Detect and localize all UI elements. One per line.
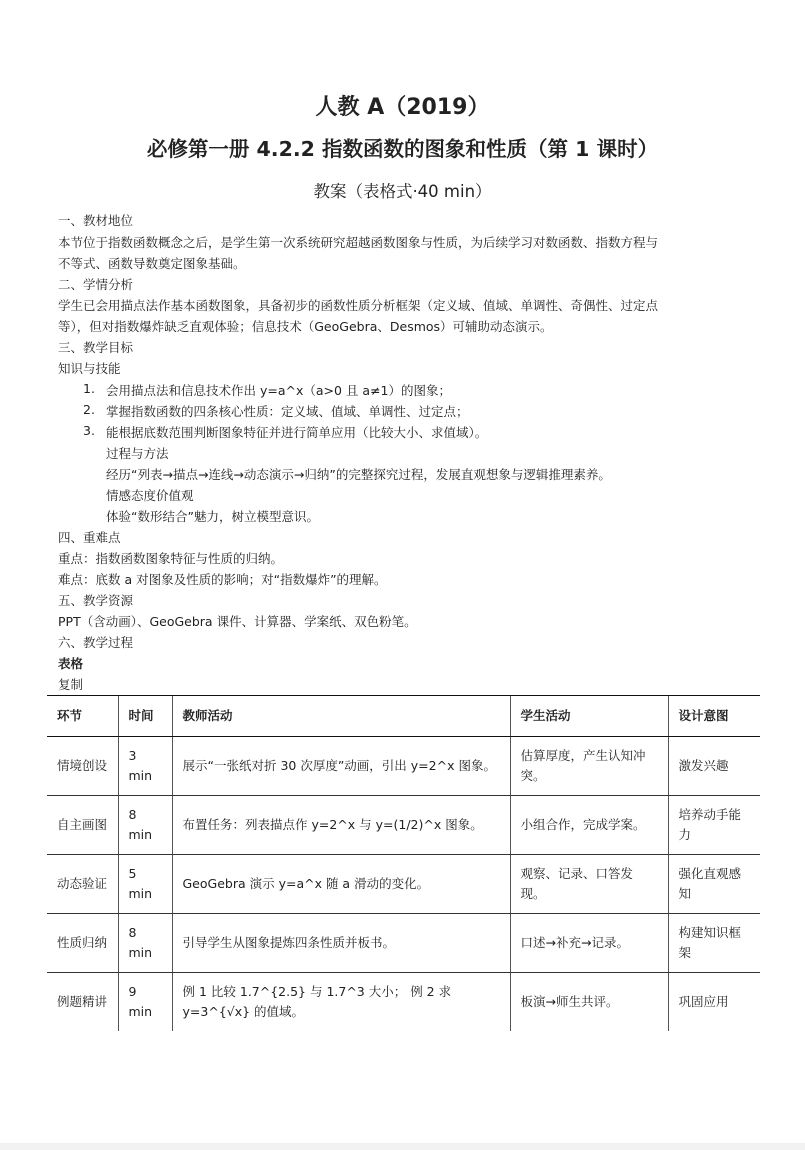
page-bottom-band: [0, 1143, 805, 1150]
cell-design-intent: 激发兴趣: [668, 737, 760, 796]
cell-time: 5 min: [118, 855, 172, 914]
cell-stage: 例题精讲: [57, 994, 108, 1009]
section-heading-teaching-goals: 三、教学目标: [58, 340, 134, 355]
section-text: PPT（含动画）、GeoGebra 课件、计算器、学案纸、双色粉笔。: [58, 614, 417, 629]
column-header-time: 时间: [118, 696, 172, 737]
cell-design-intent: 强化直观感知: [668, 855, 760, 914]
cell-design-intent: 培养动手能力: [668, 796, 760, 855]
document-title: 人教 A（2019）: [315, 95, 490, 120]
lesson-title: 必修第一册 4.2.2 指数函数的图象和性质（第 1 课时）: [146, 137, 659, 161]
cell-student-activity: 口述→补充→记录。: [510, 914, 668, 973]
cell-teacher-activity: GeoGebra 演示 y=a^x 随 a 滑动的变化。: [172, 855, 510, 914]
lesson-subtitle: 教案（表格式·40 min）: [313, 182, 492, 201]
section-text: 重点：指数函数图象特征与性质的归纳。: [58, 551, 284, 566]
list-item: 会用描点法和信息技术作出 y=a^x（a>0 且 a≠1）的图象；: [106, 383, 451, 398]
table-row: [47, 737, 760, 796]
section-heading-textbook-position: 一、教材地位: [58, 213, 134, 228]
section-text: 经历“列表→描点→连线→动态演示→归纳”的完整探究过程，发展直观想象与逻辑推理素养。: [106, 467, 611, 482]
table-row: [47, 855, 760, 914]
list-item-number: 3.: [83, 423, 95, 438]
section-text: 体验“数形结合”魅力，树立模型意识。: [106, 509, 319, 524]
section-text: 难点：底数 a 对图象及性质的影响；对“指数爆炸”的理解。: [58, 572, 387, 587]
cell-stage: 自主画图: [47, 796, 118, 855]
cell-student-activity: 观察、记录、口答发现。: [510, 855, 668, 914]
copy-button[interactable]: 复制: [58, 677, 84, 692]
cell-stage: 性质归纳: [47, 914, 118, 973]
table-row: [47, 914, 760, 973]
list-item-number: 1.: [83, 381, 95, 396]
cell-design-intent: 构建知识框架: [668, 914, 760, 973]
cell-teacher-activity: 布置任务：列表描点作 y=2^x 与 y=(1/2)^x 图象。: [172, 796, 510, 855]
column-header-design-intent: 设计意图: [668, 696, 760, 737]
cell-time: 9 min: [118, 973, 172, 1032]
list-item: 掌握指数函数的四条核心性质：定义域、值域、单调性、过定点；: [106, 404, 469, 419]
cell-stage: 情境创设: [47, 737, 118, 796]
table-row: [47, 796, 760, 855]
table-row: [47, 973, 760, 1032]
section-heading-teaching-process: 六、教学过程: [58, 635, 134, 650]
lesson-plan-table: [47, 695, 760, 1031]
subsection-heading-process-method: 过程与方法: [106, 446, 169, 461]
section-heading-key-difficult: 四、重难点: [58, 530, 121, 545]
column-header-student-activity: 学生活动: [510, 696, 668, 737]
section-heading-student-analysis: 二、学情分析: [58, 277, 134, 292]
section-text: 学生已会用描点法作基本函数图象，具备初步的函数性质分析框架（定义域、值域、单调性、奇偶性、过定点: [58, 298, 659, 313]
subsection-heading-knowledge-skills: 知识与技能: [58, 361, 121, 376]
section-heading-resources: 五、教学资源: [58, 593, 134, 608]
table-label: 表格: [58, 656, 84, 671]
column-header-stage: 环节: [47, 696, 118, 737]
list-item: 能根据底数范围判断图象特征并进行简单应用（比较大小、求值域）。: [106, 425, 488, 440]
cell-stage: 动态验证: [47, 855, 118, 914]
cell-student-activity: 板演→师生共评。: [510, 973, 668, 1032]
section-text: 等），但对指数爆炸缺乏直观体验；信息技术（GeoGebra、Desmos）可辅助动态演示。: [58, 319, 553, 334]
cell-student-activity: 估算厚度，产生认知冲突。: [510, 737, 668, 796]
cell-teacher-activity: 展示“一张纸对折 30 次厚度”动画，引出 y=2^x 图象。: [172, 737, 510, 796]
cell-time: 3 min: [118, 737, 172, 796]
section-text: 不等式、函数导数奠定图象基础。: [58, 256, 246, 271]
subsection-heading-emotion-values: 情感态度价值观: [106, 488, 194, 503]
cell-teacher-activity: 例 1 比较 1.7^{2.5} 与 1.7^3 大小； 例 2 求 y=3^{√x} 的值域。: [172, 973, 510, 1032]
list-item-number: 2.: [83, 402, 95, 417]
cell-teacher-activity: 引导学生从图象提炼四条性质并板书。: [172, 914, 510, 973]
cell-design-intent: 巩固应用: [668, 973, 760, 1032]
cell-time: 8 min: [118, 796, 172, 855]
section-text: 本节位于指数函数概念之后，是学生第一次系统研究超越函数图象与性质，为后续学习对数函数、指数方程与: [58, 235, 659, 250]
column-header-teacher-activity: 教师活动: [172, 696, 510, 737]
cell-student-activity: 小组合作，完成学案。: [510, 796, 668, 855]
cell-time: 8 min: [118, 914, 172, 973]
table-header-row: [47, 696, 760, 737]
